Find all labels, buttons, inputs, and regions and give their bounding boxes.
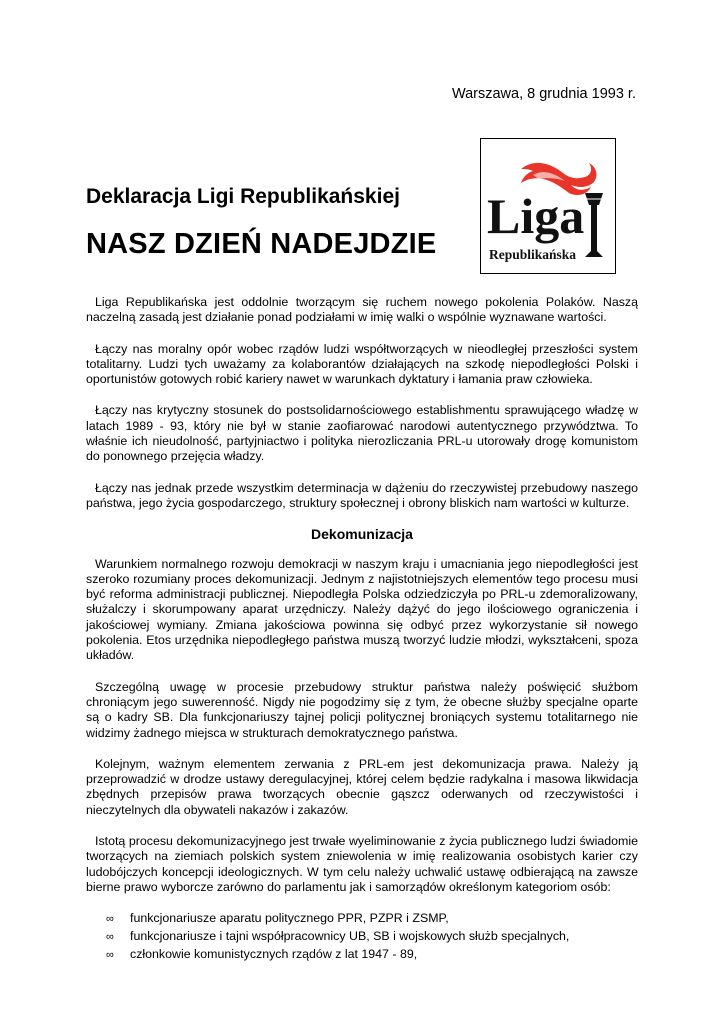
document-title: NASZ DZIEŃ NADEJDZIE (86, 228, 437, 260)
paragraph: Warunkiem normalnego rozwoju demokracji w naszym kraju i umacniania jego niepodległości jest szeroko rozumiany proces dekomunizacji. Jednym z najistotniejszych elementów tego procesu musi być reforma administracji publicznej. Niepodległa Polska odziedziczyła po PRL-u zdemoralizowany, służalczy i skorumpowany aparat urzędniczy. Należy dążyć do jego ilościowego ograniczenia i jakościowej wymiany. Zmiana jakościowa powinna się odbyć przez wykorzystanie sił nowego pokolenia. Etos urzędnika niepodległego państwa muszą tworzyć ludzie młodzi, wykształceni, spoza układów. (86, 556, 638, 663)
infinity-bullet-icon: ∞ (106, 931, 114, 943)
list-item-text: funkcjonariusze aparatu politycznego PPR, PZPR i ZSMP, (130, 911, 449, 926)
infinity-bullet-icon: ∞ (106, 913, 114, 926)
paragraph: Łączy nas moralny opór wobec rządów ludzi współtworzących w nieodległej przeszłości system totalitarny. Ludzi tych uważamy za kolaborantów działających na szkodę niepodległości Polski i oportunistów gotowych robić kariery nawet w warunkach dyktatury i łamania praw człowieka. (86, 341, 638, 387)
declaration-subtitle: Deklaracja Ligi Republikańskiej (86, 185, 400, 208)
document-date: Warszawa, 8 grudnia 1993 r. (451, 86, 636, 102)
infinity-bullet-icon: ∞ (106, 948, 114, 961)
liga-republikanska-logo (480, 138, 616, 274)
logo-graphic (481, 139, 615, 273)
list-item (106, 947, 638, 963)
logo-main-text: Liga (487, 188, 585, 244)
paragraph: Szczególną uwagę w procesie przebudowy struktur państwa należy poświęcić służbom chroniącym jego suwerenność. Nigdy nie pogodzimy się z tym, że obecne służby specjalne oparte są o kadry SB. Dla funkcjonariuszy tajnej policji politycznej broniących systemu totalitarnego nie widzimy żadnego miejsca w strukturach demokratycznego państwa. (86, 679, 638, 740)
list-item-text: funkcjonariusze i tajni współpracownicy UB, SB i wojskowych służb specjalnych, (130, 929, 570, 943)
paragraph: Łączy nas krytyczny stosunek do postsolidarnościowego establishmentu sprawującego władzę w latach 1989 - 93, który nie był w stanie zaofiarować narodowi autentycznego przywództwa. To właśnie ich nieudolność, partyjniactwo i polityka nierozliczania PRL-u utorowały drogę komunistom do ponownego przejęcia władzy. (86, 403, 638, 464)
document-body (86, 295, 638, 965)
paragraph: Łączy nas jednak przede wszystkim determinacja w dążeniu do rzeczywistej przebudowy naszego państwa, jego życia gospodarczego, struktury społecznej i obrony bliskich nam wartości w kulturze. (86, 480, 638, 510)
list-item-text: członkowie komunistycznych rządów z lat 1947 - 89, (130, 946, 418, 961)
paragraph: Kolejnym, ważnym elementem zerwania z PRL-em jest dekomunizacja prawa. Należy ją przeprowadzić w drodze ustawy deregulacyjnej, której celem będzie radykalna i masowa likwidacja zbędnych przepisów prawa tworzących obecnie gąszcz oderwanych od rzeczywistości i nieczytelnych dla obywateli nakazów i zakazów. (86, 756, 638, 817)
list-item (106, 929, 638, 945)
logo-sub-text: Republikańska (489, 247, 577, 262)
paragraph: Liga Republikańska jest oddolnie tworzącym się ruchem nowego pokolenia Polaków. Naszą naczelną zasadą jest działanie ponad podziałami w imię walki o wspólnie wyznawane wartości. (86, 295, 638, 325)
list-item (106, 911, 638, 927)
paragraph: Istotą procesu dekomunizacyjnego jest trwałe wyeliminowanie z życia publicznego ludzi świadomie tworzących na ziemiach polskich system zniewolenia w imię realizowania osobistych karier czy ludobójczych koncepcji ideologicznych. W tym celu należy uchwalić ustawę odbierającą na zawsze bierne prawo wyborcze zarówno do parlamentu jak i samorządów określonym kategoriom osób: (86, 834, 638, 894)
torch-icon (585, 193, 603, 257)
section-heading: Dekomunizacja (311, 526, 413, 543)
bullet-list (86, 911, 638, 963)
